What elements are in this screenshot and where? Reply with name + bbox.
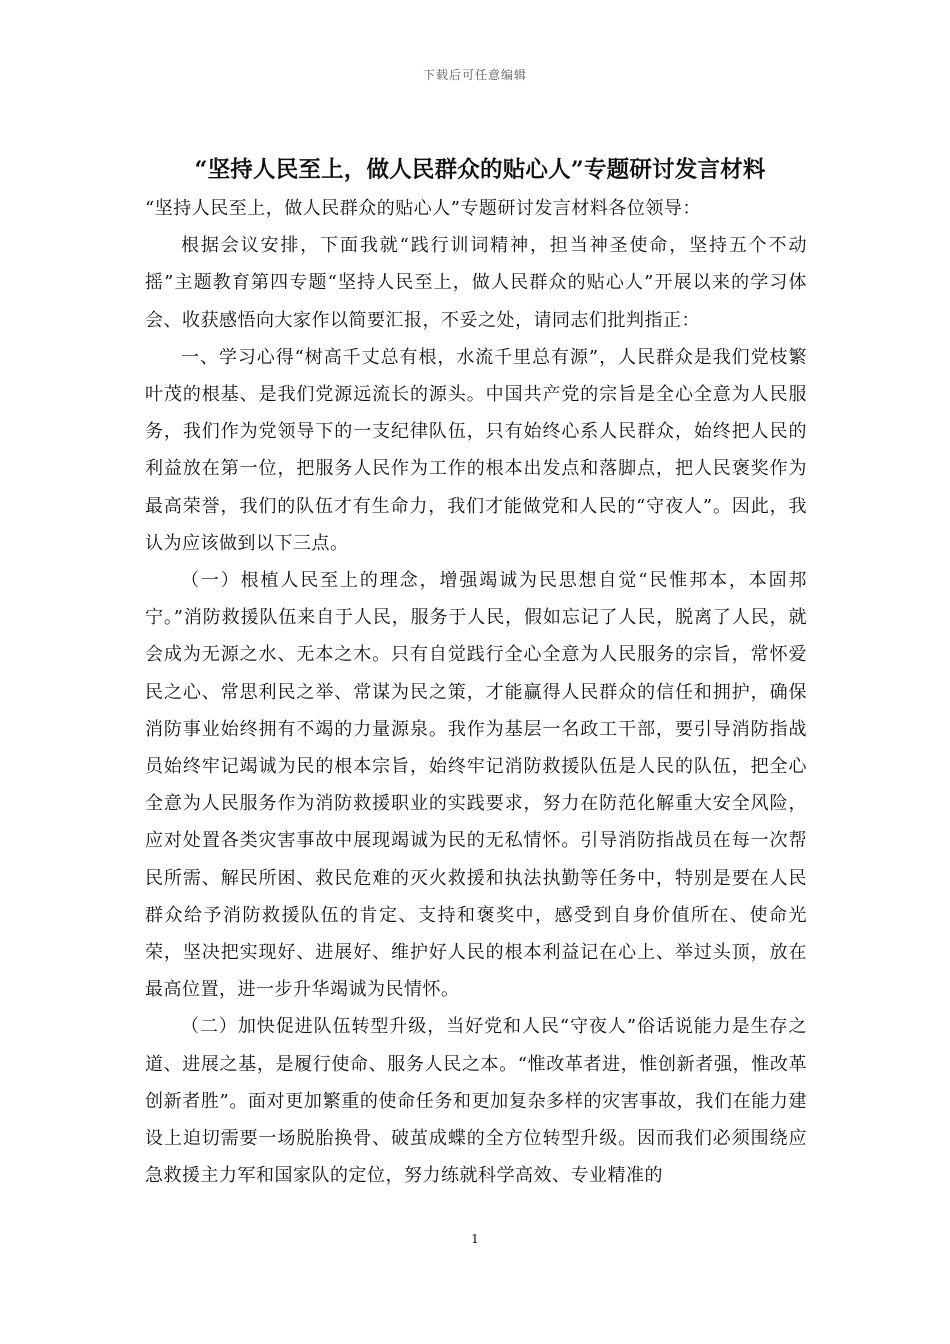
header-note: 下载后可任意编辑 <box>422 68 527 82</box>
document-body <box>145 190 807 1194</box>
page-number: 1 <box>471 1232 479 1246</box>
section-one-paragraph: 一、学习心得“树高千丈总有根，水流千里总有源”，人民群众是我们党枝繁叶茂的根基、是我们党源远流长的源头。中国共产党的宗旨是全心全意为人民服务，我们作为党领导下的一支纪律队伍，只有始终心系人民群众，始终把人民的利益放在第一位，把服务人民作为工作的根本出发点和落脚点，把人民褒奖作为最高荣誉，我们的队伍才有生命力，我们才能做党和人民的“守夜人”。因此，我认为应该做到以下三点。 <box>145 346 807 554</box>
subsection-one-paragraph: （一）根植人民至上的理念，增强竭诚为民思想自觉“民惟邦本，本固邦宁。”消防救援队伍来自于人民，服务于人民，假如忘记了人民，脱离了人民，就会成为无源之水、无本之木。只有自觉践行全心全意为人民服务的宗旨，常怀爱民之心、常思利民之举、常谋为民之策，才能赢得人民群众的信任和拥护，确保消防事业始终拥有不竭的力量源泉。我作为基层一名政工干部，要引导消防指战员始终牢记竭诚为民的根本宗旨，始终牢记消防救援队伍是人民的队伍，把全心全意为人民服务作为消防救援职业的实践要求，努力在防范化解重大安全风险，应对处置各类灾害事故中展现竭诚为民的无私情怀。引导消防指战员在每一次帮民所需、解民所困、救民危难的灭火救援和执法执勤等任务中，特别是要在人民群众给予消防救援队伍的肯定、支持和褒奖中，感受到自身价值所在、使命光荣，坚决把实现好、进展好、维护好人民的根本利益记在心上、举过头顶，放在最高位置，进一步升华竭诚为民情怀。 <box>145 570 807 1001</box>
subsection-two-paragraph: （二）加快促进队伍转型升级，当好党和人民“守夜人”俗话说能力是生存之道、进展之基，是履行使命、服务人民之本。“惟改革者进，惟创新者强，惟改革创新者胜”。面对更加繁重的使命任务和更加复杂多样的灾害事故，我们在能力建设上迫切需要一场脱胎换骨、破茧成蝶的全方位转型升级。因而我们必须围绕应急救援主力军和国家队的定位，努力练就科学高效、专业精准的 <box>145 1016 807 1187</box>
intro-paragraph: 根据会议安排，下面我就“践行训词精神，担当神圣使命，坚持五个不动摇”主题教育第四专题“坚持人民至上，做人民群众的贴心人”开展以来的学习体会、收获感悟向大家作以简要汇报，不妥之处，请同志们批判指正： <box>145 235 807 331</box>
document-title: “坚持人民至上，做人民群众的贴心人”专题研讨发言材料 <box>194 157 766 183</box>
salutation-paragraph: “坚持人民至上，做人民群众的贴心人”专题研讨发言材料各位领导： <box>145 198 701 219</box>
